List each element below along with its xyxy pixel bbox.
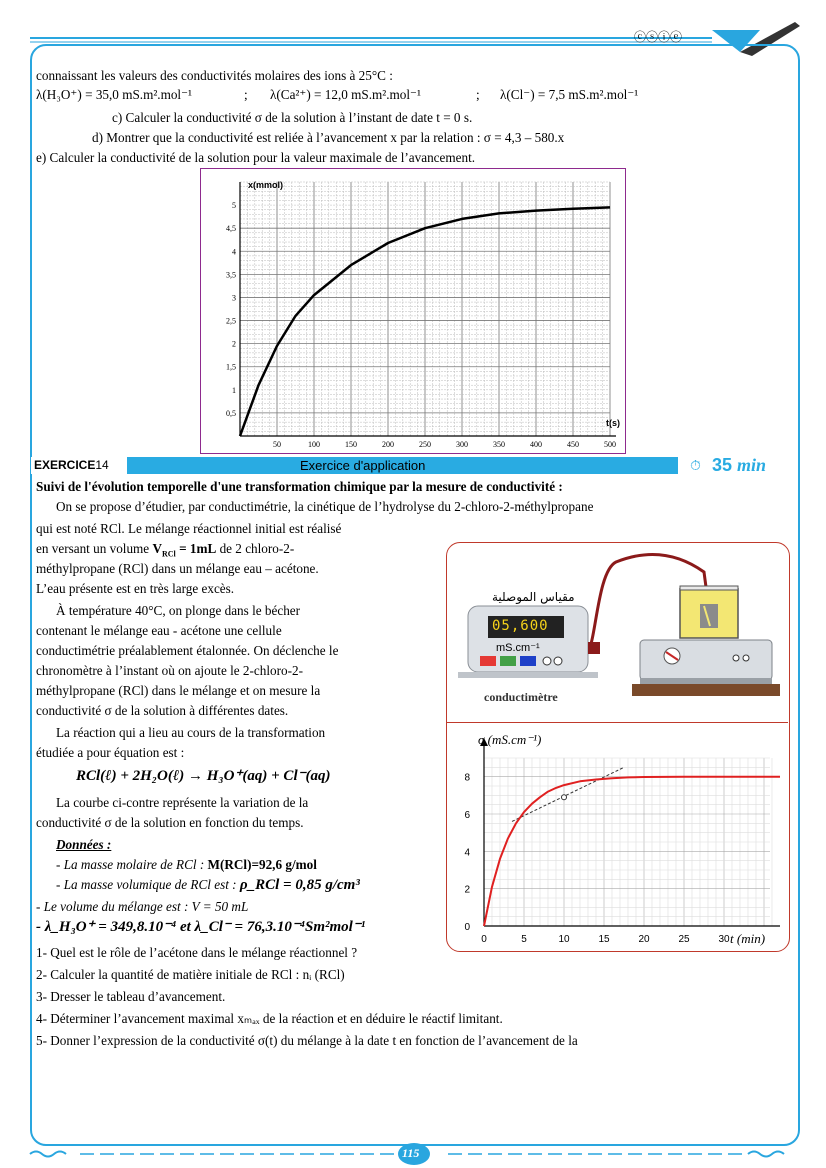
license-badge: ⓒⓢⓘⓔ xyxy=(634,30,683,44)
intro-line1: connaissant les valeurs des conductivités molaires des ions à 25°C : xyxy=(36,68,393,83)
conductimeter-unit: mS.cm⁻¹ xyxy=(496,642,540,654)
chart-1-y-tick: 5 xyxy=(232,201,236,211)
duration-value: 35 xyxy=(712,455,733,475)
question-1: 1- Quel est le rôle de l’acétone dans le mélange réactionnel ? xyxy=(36,945,358,960)
chart-1-y-tick: 4,5 xyxy=(226,224,236,234)
ion-cl: λ(Cl⁻) = 7,5 mS.m².mol⁻¹ xyxy=(500,87,639,102)
chart-1-x-tick: 400 xyxy=(530,440,542,449)
p1a: On se propose d’étudier, par conductimétrie, la cinétique de l’hydrolyse du 2-chloro-2-méthylpropane xyxy=(56,499,594,514)
chart-2-y-tick: 2 xyxy=(464,884,470,896)
data-2 xyxy=(56,877,360,893)
chart-1-x-tick: 250 xyxy=(419,440,431,449)
data-2-label: - La masse volumique de RCl est : xyxy=(56,877,240,892)
chart-2-x-tick: 20 xyxy=(638,934,650,945)
chart-1-y-tick: 0,5 xyxy=(226,408,236,418)
chart-1-x-tick: 350 xyxy=(493,440,505,449)
chart-2-x-tick: 5 xyxy=(521,934,527,945)
chart-1-x-tick: 300 xyxy=(456,440,468,449)
chart-2-grid xyxy=(484,758,772,926)
question-c: c) Calculer la conductivité σ de la solution à l’instant de date t = 0 s. xyxy=(112,110,473,125)
chart-1-grid xyxy=(240,182,610,436)
exercise-label xyxy=(34,458,109,472)
equation: RCl(ℓ) + 2H₂O(ℓ) → H₃O⁺(aq) + Cl⁻(aq) xyxy=(76,768,331,784)
chart-2-x-tick: 0 xyxy=(481,934,487,945)
question-4: 4- Déterminer l’avancement maximal xₘₐₓ de la réaction et en déduire le réactif limitant. xyxy=(36,1011,503,1026)
chart-1-y-tick: 3,5 xyxy=(226,270,236,280)
figures-divider xyxy=(447,722,788,723)
chart-1-y-tick: 2 xyxy=(232,339,236,349)
question-d: d) Montrer que la conductivité est reliée à l’avancement x par la relation : σ = 4,3 – 580.x xyxy=(92,130,565,145)
chart-2-y-label: σ (mS.cm⁻¹) xyxy=(478,732,542,747)
p1c-pre: en versant un volume xyxy=(36,541,153,556)
chart-1-y-tick: 2,5 xyxy=(226,316,236,326)
data-1-label: - La masse molaire de RCl : xyxy=(56,857,208,872)
p2b: contenant le mélange eau - acétone une cellule xyxy=(36,623,282,638)
p2c: conductimétrie préalablement étalonnée. On déclenche le xyxy=(36,643,339,658)
duration-unit: min xyxy=(737,455,767,475)
conductimeter-display: 05,600 xyxy=(492,618,549,634)
question-5: 5- Donner l’expression de la conductivité σ(t) du mélange à la date t en fonction de l’avancement de la xyxy=(36,1033,578,1048)
chart-2-y-tick: 6 xyxy=(464,810,470,821)
chart-2 xyxy=(446,724,788,950)
chart-2-x-tick: 30 xyxy=(718,934,730,945)
data-2-value: ρ_RCl = 0,85 g/cm³ xyxy=(239,877,360,893)
chart-1 xyxy=(200,168,624,452)
p4a: La courbe ci-contre représente la variation de la xyxy=(56,795,309,810)
chart-1-x-tick: 100 xyxy=(308,440,320,449)
chart-1-x-tick: 200 xyxy=(382,440,394,449)
p1e: L’eau présente est en très large excès. xyxy=(36,581,235,596)
conductimeter-caption: conductimètre xyxy=(484,690,558,704)
p2d: chronomètre à l’instant où on ajoute le 2-chloro-2- xyxy=(36,663,303,678)
p2f: conductivité σ de la solution à différentes dates. xyxy=(36,703,289,718)
exercise-title: Suivi de l'évolution temporelle d'une transformation chimique par la mesure de conductivité : xyxy=(36,479,563,494)
chart-1-x-tick: 450 xyxy=(567,440,579,449)
data-1-value: M(RCl)=92,6 g/mol xyxy=(207,857,317,872)
chart-1-y-tick: 1 xyxy=(232,385,236,395)
sep-2: ; xyxy=(476,87,480,102)
page-number: 115 xyxy=(402,1146,420,1160)
p1c-v: V xyxy=(152,541,162,556)
data-3: - Le volume du mélange est : V = 50 mL xyxy=(36,899,249,914)
p1b: qui est noté RCl. Le mélange réactionnel initial est réalisé xyxy=(36,521,342,536)
chart-1-y-label: x(mmol) xyxy=(248,180,284,190)
data-4: - λ_H₃O⁺ = 349,8.10⁻⁴ et λ_Cl⁻ = 76,3.10⁻⁴Sm²mol⁻¹ xyxy=(36,919,366,935)
chart-2-x-tick: 10 xyxy=(558,934,570,945)
chart-2-tangent-line xyxy=(512,767,624,821)
chart-1-y-tick: 1,5 xyxy=(226,362,236,372)
question-2: 2- Calculer la quantité de matière initiale de RCl : nᵢ (RCl) xyxy=(36,967,345,982)
chart-1-y-tick: 4 xyxy=(232,247,236,257)
chart-2-marked-point xyxy=(562,795,567,800)
question-3: 3- Dresser le tableau d’avancement. xyxy=(36,989,226,1004)
exercise-duration xyxy=(712,455,766,476)
ion-h3o: λ(H₃O⁺) = 35,0 mS.m².mol⁻¹ xyxy=(36,87,193,102)
chart-1-x-tick: 50 xyxy=(273,440,281,449)
chart-1-y-tick: 3 xyxy=(232,293,236,303)
p1c-post: de 2 chloro-2- xyxy=(216,541,295,556)
data-1 xyxy=(56,857,317,873)
chart-2-x-tick: 25 xyxy=(678,934,690,945)
ion-ca: λ(Ca²⁺) = 12,0 mS.m².mol⁻¹ xyxy=(270,87,421,102)
exercise-label-text: EXERCICE xyxy=(34,458,96,472)
chart-2-x-tick: 15 xyxy=(598,934,610,945)
exercise-type: Exercice d'application xyxy=(300,458,426,473)
p3b: étudiée a pour équation est : xyxy=(36,745,185,760)
chart-1-x-label: t(s) xyxy=(606,418,620,428)
p1c xyxy=(36,541,294,557)
chart-2-x-label: t (min) xyxy=(730,931,766,946)
p3a: La réaction qui a lieu au cours de la transformation xyxy=(56,725,326,740)
p1c-sub: RCl xyxy=(162,549,176,559)
question-e: e) Calculer la conductivité de la solution pour la valeur maximale de l’avancement. xyxy=(36,150,476,165)
exercise-number: 14 xyxy=(95,458,109,472)
p2a: À température 40°C, on plonge dans le bécher xyxy=(56,603,301,618)
data-title: Données : xyxy=(56,837,112,852)
p2e: méthylpropane (RCl) dans le mélange et on mesure la xyxy=(36,683,321,698)
chart-2-y-tick: 8 xyxy=(464,772,470,784)
p1c-val: = 1mL xyxy=(175,541,217,556)
chart-2-y-tick: 0 xyxy=(464,922,470,933)
chart-1-x-tick: 150 xyxy=(345,440,357,449)
chart-2-y-tick: 4 xyxy=(464,847,470,859)
p4b: conductivité σ de la solution en fonction du temps. xyxy=(36,815,304,830)
sep-1: ; xyxy=(244,87,248,102)
conductimeter-arabic-label: مقياس الموصلية xyxy=(492,590,575,604)
chart-1-x-tick: 500 xyxy=(604,440,616,449)
clock-icon: ⏱ xyxy=(690,457,701,473)
p1d: méthylpropane (RCl) dans un mélange eau – acétone. xyxy=(36,561,319,576)
